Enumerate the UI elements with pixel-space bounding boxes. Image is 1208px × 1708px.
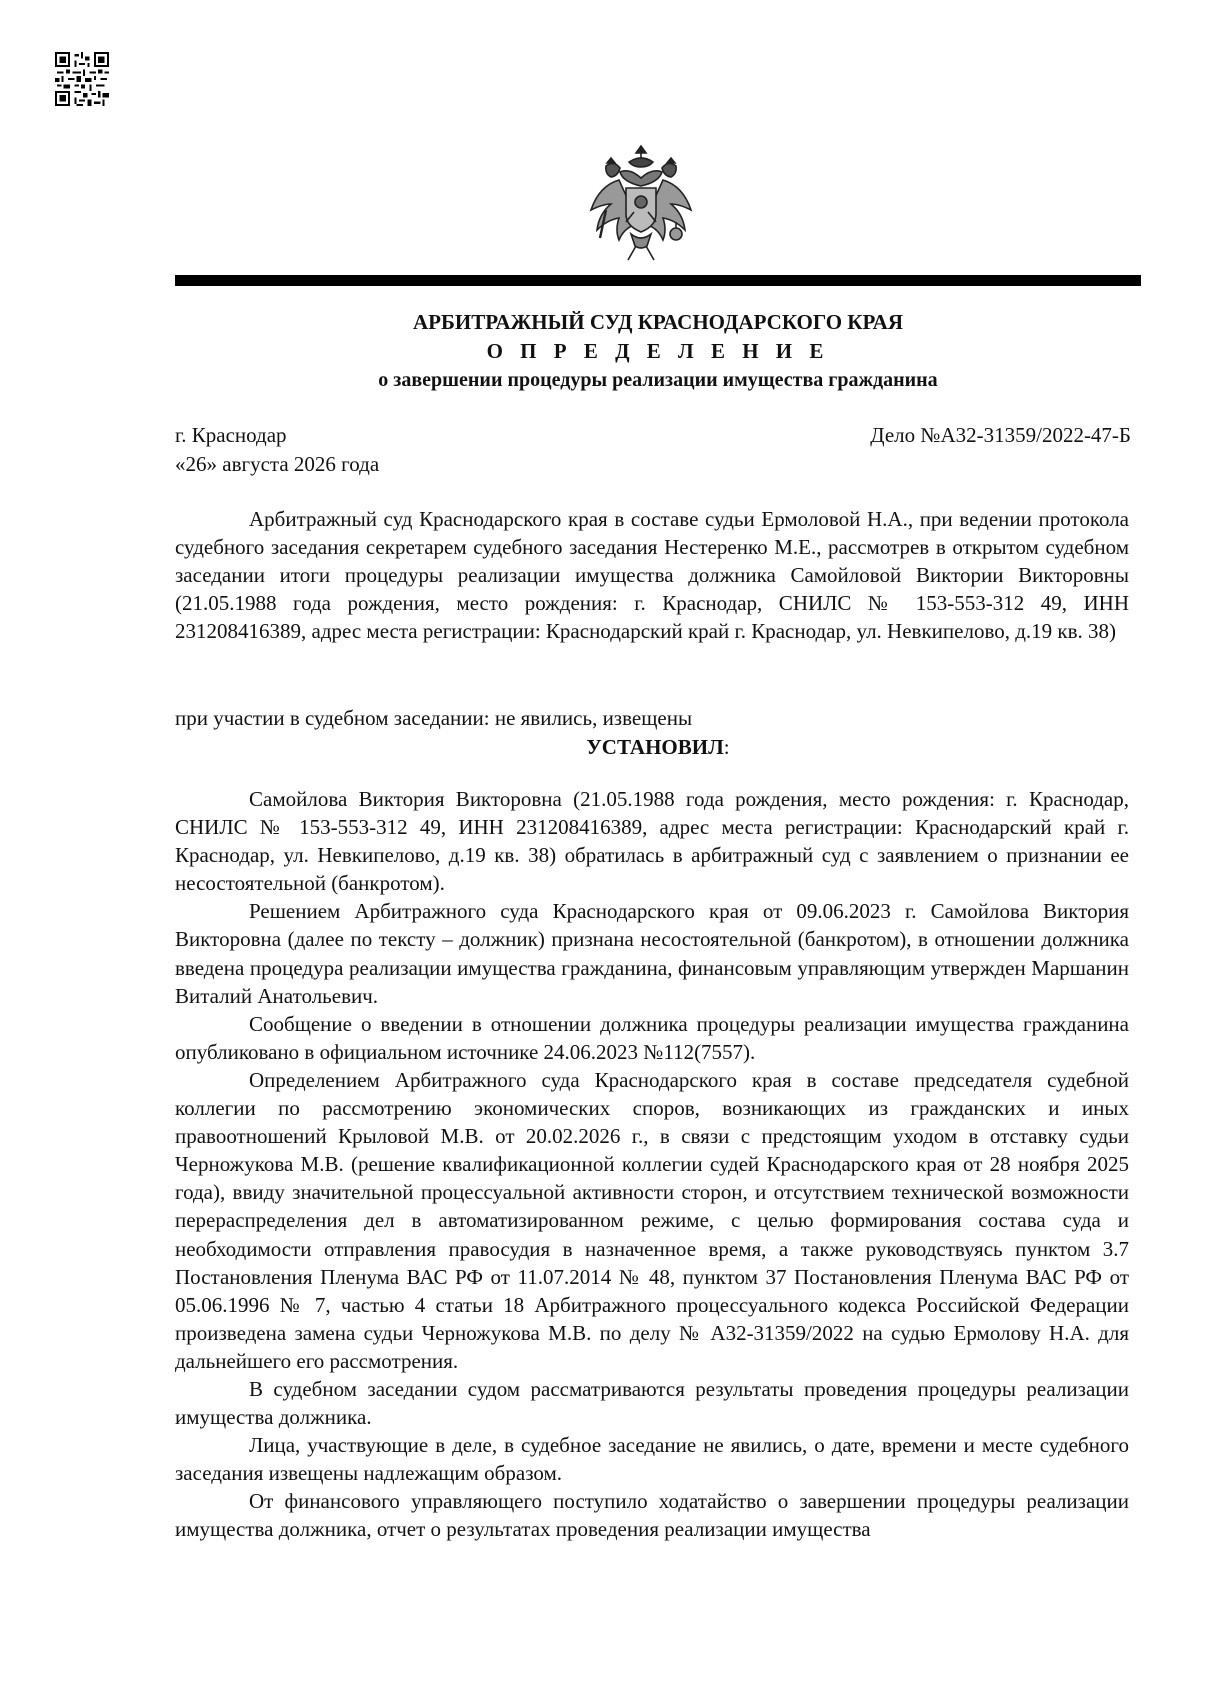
document-subtitle: о завершении процедуры реализации имущества гражданина	[378, 369, 938, 391]
city: г. Краснодар	[175, 423, 287, 447]
document-body	[175, 785, 1129, 1544]
established-heading	[175, 733, 1141, 761]
intro-text: Арбитражный суд Краснодарского края в составе судьи Ермоловой Н.А., при ведении протокола судебного заседания секретарем судебного заседания Нестеренко М.Е., рассмотрев в открытом судебном заседании итоги процедуры реализации имущества должника Самойловой Виктории Викторовны (21.05.1988 года рождения, место рождения: г. Краснодар, СНИЛС № 153-553-312 49, ИНН 231208416389, адрес места регистрации: Краснодарский край г. Краснодар, ул. Невкипелово, д.19 кв. 38)	[175, 507, 1129, 644]
body-paragraph: Сообщение о введении в отношении должника процедуры реализации имущества гражданина опубликовано в официальном источнике 24.06.2023 №112(7557).	[175, 1011, 1129, 1064]
participation-paragraph	[175, 704, 1129, 732]
body-paragraph: Самойлова Виктория Викторовна (21.05.1988 года рождения, место рождения: г. Краснодар, СНИЛС № 153-553-312 49, ИНН 231208416389, адрес места регистрации: Краснодарский край г. Краснодар, ул. Невкипелово, д.19 кв. 38) обратилась в арбитражный суд с заявлением о признании ее несостоятельной (банкротом).	[175, 787, 1129, 896]
qr-code-icon	[55, 52, 109, 106]
header-rule	[175, 275, 1141, 286]
body-paragraph: Определением Арбитражного суда Краснодарского края в составе председателя судебной коллегии по рассмотрению экономических споров, возникающих из гражданских и иных правоотношений Крыловой М.В. от 20.02.2026 г., в связи с предстоящим уходом в отставку судьи Черножукова М.В. (решение квалификационной коллегии судей Краснодарского края от 28 ноября 2025 года), ввиду значительной процессуальной активности сторон, и отсутствием технической возможности перераспределения дел в автоматизированном режиме, с целью формирования состава суда и необходимости отправления правосудия в назначенное время, а также руководствуясь пунктом 3.7 Постановления Пленума ВАС РФ от 11.07.2014 № 48, пунктом 37 Постановления Пленума ВАС РФ от 05.06.1996 № 7, частью 4 статьи 18 Арбитражного процессуального кодекса Российской Федерации произведена замена судьи Черножукова М.В. по делу № А32-31359/2022 на судью Ермолову Н.А. для дальнейшего его рассмотрения.	[175, 1067, 1129, 1373]
established-word: УСТАНОВИЛ	[586, 735, 724, 759]
double-headed-eagle-emblem-icon	[586, 140, 696, 265]
established-colon: :	[723, 735, 730, 759]
court-name: АРБИТРАЖНЫЙ СУД КРАСНОДАРСКОГО КРАЯ	[412, 310, 903, 334]
body-paragraph: Решением Арбитражного суда Краснодарского края от 09.06.2023 г. Самойлова Виктория Викторовна (далее по тексту – должник) признана несостоятельной (банкротом), в отношении должника введена процедура реализации имущества гражданина, финансовым управляющим утвержден Маршанин Виталий Анатольевич.	[175, 899, 1129, 1008]
document-type: О П Р Е Д Е Л Е Н И Е	[486, 339, 830, 363]
body-paragraph: От финансового управляющего поступило ходатайство о завершении процедуры реализации имущества должника, отчет о результатах проведения реализации имущества	[175, 1489, 1129, 1542]
decision-date: «26» августа 2026 года	[175, 452, 380, 476]
intro-paragraph	[175, 505, 1129, 645]
case-number: Дело №А32-31359/2022-47-Б	[870, 423, 1131, 447]
body-paragraph: Лица, участвующие в деле, в судебное заседание не явились, о дате, времени и месте судебного заседания извещены надлежащим образом.	[175, 1433, 1129, 1486]
participation-text: при участии в судебном заседании: не явились, извещены	[175, 706, 693, 730]
body-paragraph: В судебном заседании судом рассматриваются результаты проведения процедуры реализации имущества должника.	[175, 1376, 1129, 1430]
